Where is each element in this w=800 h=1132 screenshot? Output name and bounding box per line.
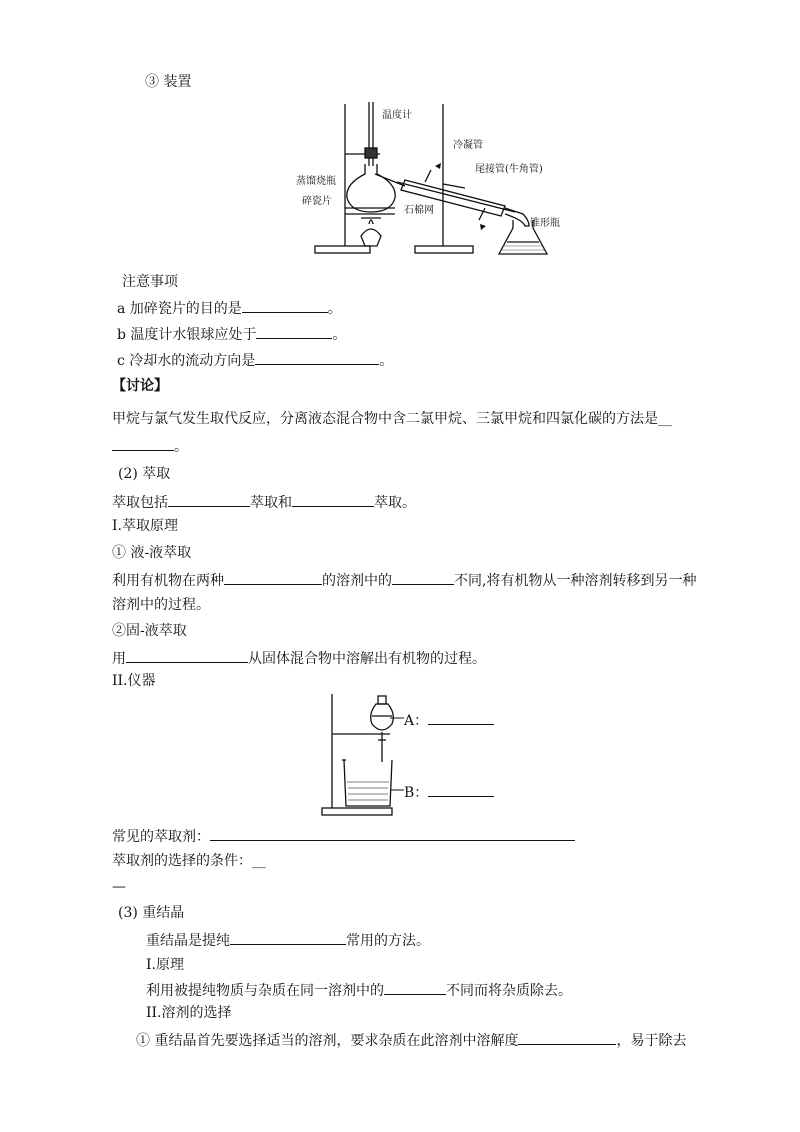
label-chips: 碎瓷片	[302, 196, 332, 207]
liquid-liquid-text: 利用有机物在两种 的溶剂中的 不同,将有机物从一种溶剂转移到另一种	[112, 570, 696, 590]
apparatus-heading: ③ 装置	[145, 74, 192, 90]
discussion-text: 甲烷与氯气发生取代反应，分离液态混合物中含二氯甲烷、三氯甲烷和四氯化碳的方法是__	[112, 411, 672, 427]
label-erlenmeyer: 锥形瓶	[530, 218, 560, 229]
extractant-conditions: 萃取剂的选择的条件：__	[112, 853, 266, 869]
label-gauze: 石棉网	[404, 205, 434, 216]
solvent-selection-title: II.溶剂的选择	[146, 1005, 232, 1021]
liquid-liquid-title: ① 液-液萃取	[112, 545, 192, 561]
recrystallization-intro: 重结晶是提纯 常用的方法。	[146, 930, 430, 950]
label-flask: 蒸馏烧瓶	[296, 176, 336, 187]
notes-title: 注意事项	[122, 274, 178, 290]
instruments-title: II.仪器	[112, 673, 156, 689]
funnel-label-a: A：	[404, 710, 494, 730]
note-a: a 加碎瓷片的目的是 。	[117, 298, 342, 318]
solid-liquid-title: ②固-液萃取	[112, 623, 187, 639]
funnel-label-b: B：	[404, 782, 494, 802]
extraction-principle-title: I.萃取原理	[112, 518, 178, 534]
recrystallization-principle-title: I.原理	[146, 957, 184, 973]
section-2-heading: (2) 萃取	[118, 466, 171, 482]
section-3-heading: (3) 重结晶	[118, 905, 185, 921]
liquid-liquid-text-2: 溶剂中的过程。	[112, 597, 210, 613]
recrystallization-principle: 利用被提纯物质与杂质在同一溶剂中的 不同而将杂质除去。	[146, 980, 572, 1000]
solvent-selection-item-1: ① 重结晶首先要选择适当的溶剂，要求杂质在此溶剂中溶解度 ，易于除去	[136, 1030, 686, 1050]
dash-line: —	[112, 879, 126, 895]
extraction-types: 萃取包括 萃取和 萃取。	[112, 492, 416, 512]
common-extractants: 常见的萃取剂：	[112, 826, 575, 846]
label-thermometer: 温度计	[382, 110, 412, 121]
note-b: b 温度计水银球应处于 。	[117, 324, 346, 344]
label-adapter: 尾接管(牛角管)	[475, 164, 543, 175]
solid-liquid-text: 用 从固体混合物中溶解出有机物的过程。	[112, 648, 486, 668]
note-c: c 冷却水的流动方向是 。	[117, 350, 393, 370]
discussion-title: 【讨论】	[112, 378, 168, 394]
discussion-end: 。	[112, 436, 188, 456]
label-condenser: 冷凝管	[453, 140, 483, 151]
